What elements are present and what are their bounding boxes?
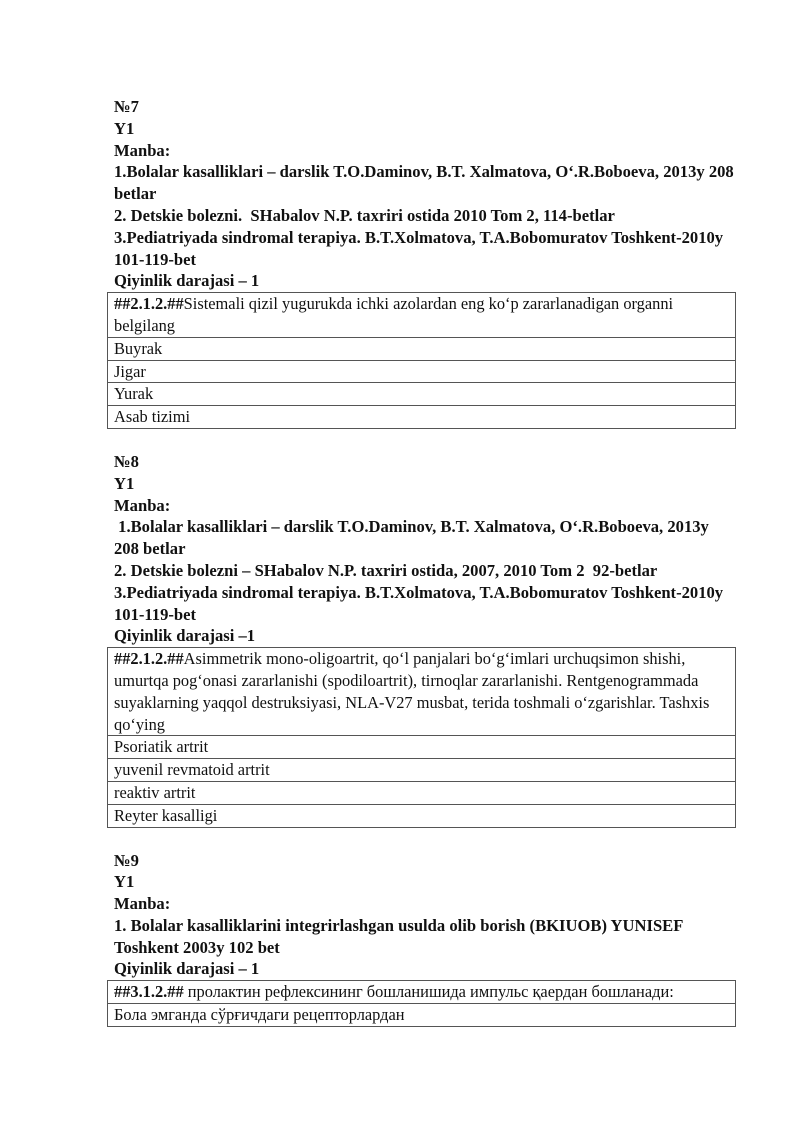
source-item: 2. Detskie bolezni. SHabalov N.P. taxriri ostida 2010 Tom 2, 114-betlar	[114, 205, 615, 225]
answer-row	[108, 1004, 736, 1027]
answer-option: yuvenil revmatoid artrit	[108, 759, 736, 782]
document-page	[114, 96, 736, 1049]
question-number: №9	[114, 850, 139, 870]
answer-row	[108, 736, 736, 759]
answer-option: Reyter kasalligi	[108, 804, 736, 827]
difficulty-level: Qiyinlik darajasi – 1	[114, 271, 260, 291]
question-table	[107, 647, 736, 827]
source-label: Manba:	[114, 140, 171, 160]
source-item: 2. Detskie bolezni – SHabalov N.P. taxriri ostida, 2007, 2010 Tom 2 92-betlar	[114, 560, 658, 580]
source-label: Manba:	[114, 495, 171, 515]
answer-row	[108, 804, 736, 827]
answer-option: Buyrak	[108, 337, 736, 360]
question-block-7	[114, 96, 736, 429]
level-code: Y1	[114, 473, 135, 493]
source-item: 1. Bolalar kasalliklarini integrirlashgan usulda olib borish (BKIUOB) YUNISEF Toshkent 2003y 102 bet	[114, 915, 687, 957]
question-text: пролактин рефлексининг бошланишида импульс қаердан бошланади:	[183, 982, 674, 1002]
question-code: ##2.1.2.##	[114, 649, 184, 669]
question-cell	[108, 981, 736, 1004]
level-code: Y1	[114, 872, 135, 892]
question-table	[107, 980, 736, 1027]
answer-option: Asab tizimi	[108, 406, 736, 429]
question-cell	[108, 293, 736, 338]
difficulty-level: Qiyinlik darajasi – 1	[114, 959, 260, 979]
source-item: 3.Pediatriyada sindromal terapiya. B.T.Xolmatova, T.A.Bobomuratov Toshkent-2010y 101-119-bet	[114, 582, 728, 624]
answer-option: reaktiv artrit	[108, 781, 736, 804]
answer-row	[108, 337, 736, 360]
answer-option: Psoriatik artrit	[108, 736, 736, 759]
question-number: №8	[114, 451, 139, 471]
answer-row	[108, 383, 736, 406]
answer-option: Yurak	[108, 383, 736, 406]
answer-row	[108, 781, 736, 804]
question-row	[108, 293, 736, 338]
question-row	[108, 648, 736, 736]
answer-row	[108, 360, 736, 383]
answer-row	[108, 759, 736, 782]
source-item: 1.Bolalar kasalliklari – darslik T.O.Daminov, B.T. Xalmatova, O‘.R.Boboeva, 2013y 208 betlar	[114, 162, 738, 204]
question-block-9	[114, 850, 736, 1027]
answer-option: Бола эмганда сўрғичдаги рецепторлардан	[108, 1004, 736, 1027]
question-number: №7	[114, 97, 139, 116]
question-code: ##2.1.2.##	[114, 294, 184, 314]
question-row	[108, 981, 736, 1004]
source-label: Manba:	[114, 894, 171, 914]
difficulty-level: Qiyinlik darajasi –1	[114, 626, 256, 646]
question-cell	[108, 648, 736, 736]
question-text: Sistemali qizil yugurukda ichki azolardan eng ko‘p zararlanadigan organni belgilang	[114, 294, 674, 335]
answer-row	[108, 406, 736, 429]
source-item: 1.Bolalar kasalliklari – darslik T.O.Daminov, B.T. Xalmatova, O‘.R.Boboeva, 2013y 208 betlar	[114, 517, 713, 559]
level-code: Y1	[114, 118, 135, 138]
question-code: ##3.1.2.##	[114, 982, 184, 1002]
question-block-8	[114, 451, 736, 828]
question-table	[107, 292, 736, 429]
answer-option: Jigar	[108, 360, 736, 383]
question-text: Asimmetrik mono-oligoartrit, qo‘l panjalari bo‘g‘imlari urchuqsimon shishi, umurtqa pog‘onasi zararlanishi (spodiloartrit), tirnoqlar zararlanishi. Rentgenogrammada suyaklarning yaqqol destruksiyasi, NLA-V27 musbat, terida toshmali o‘zgarishlar. Tashxis qo‘ying	[114, 649, 710, 734]
source-item: 3.Pediatriyada sindromal terapiya. B.T.Xolmatova, T.A.Bobomuratov Toshkent-2010y 101-119-bet	[114, 227, 728, 269]
